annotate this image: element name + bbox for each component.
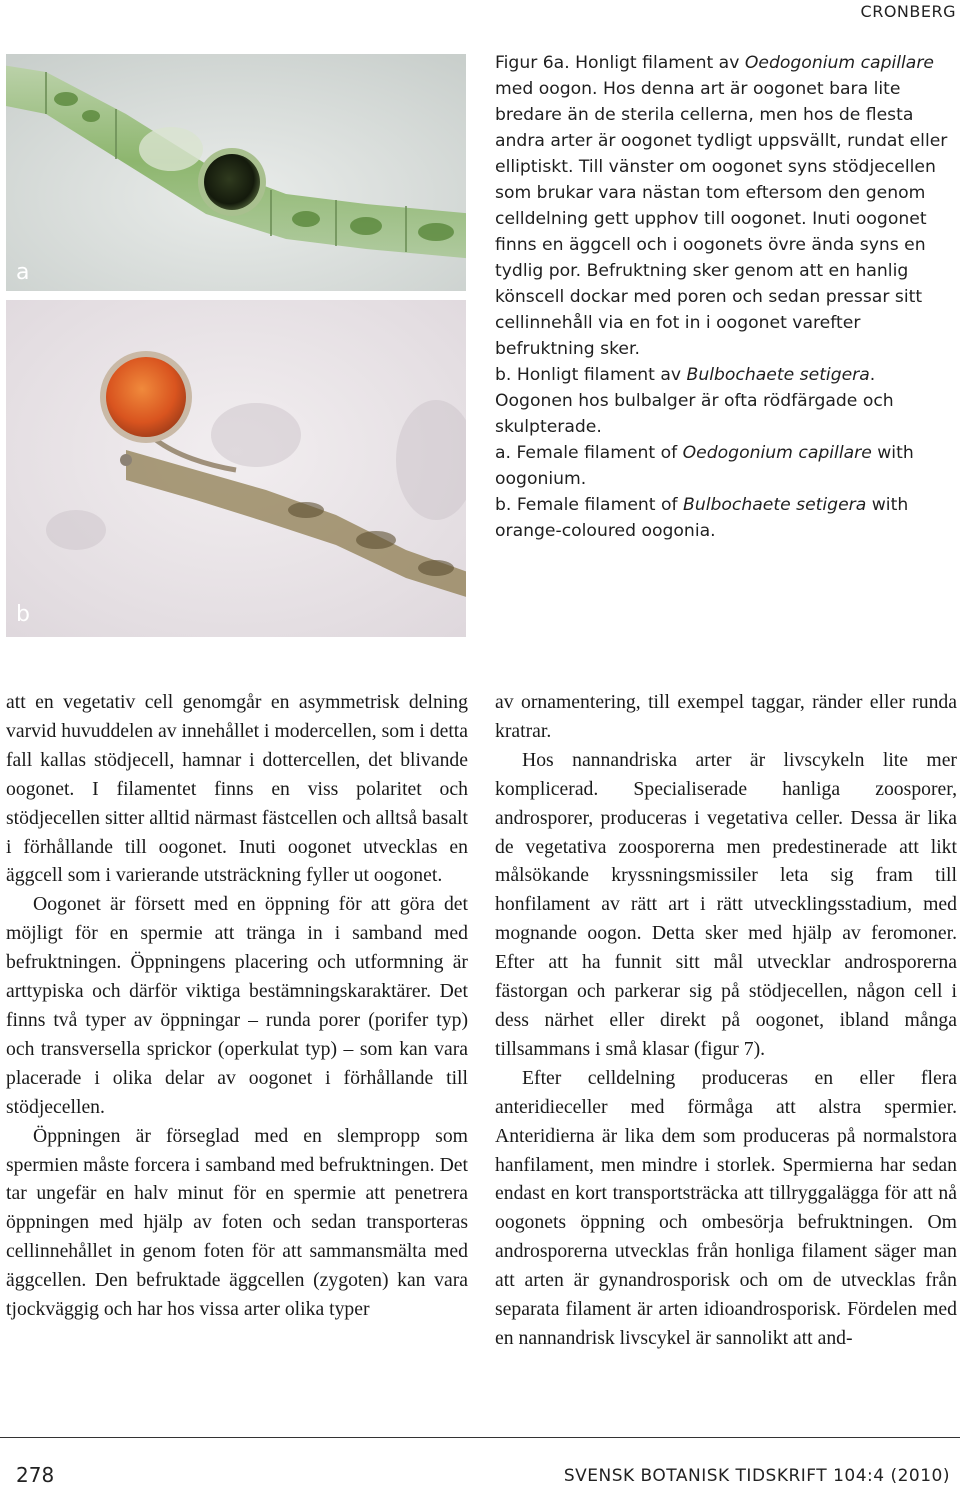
page-number: 278 (16, 1463, 55, 1487)
body-paragraph: att en vegetativ cell genomgår en asymmetrisk delning varvid huvuddelen av innehållet i modercellen, som i detta fall kallas stödjecell, hamnar i dottercellen, det blivande oogonet. I filamentet finns en viss polaritet och stödjecellen sitter alltid närmast fästcellen och alltså basalt i förhållande till oogonet. Inuti oogonet utvecklas en äggcell som i varierande utsträckning fyller ut oogonet. (6, 691, 468, 887)
caption-swedish-a: Figur 6a. Honligt filament av Oedogonium capillare med oogon. Hos denna art är oogonet bara lite bredare än de sterila cellerna, men hos de flesta andra arter är oogonet tydligt uppsvällt, rundat eller elliptiskt. Till vänster om oogonet syns stödjecellen som brukar vara nästan tom eftersom den genom celldelning gett upphov till oogonet. Inuti oogonet finns en äggcell och i oogonets övre ända syns en tydlig por. Befruktning sker genom att en hanlig könscell dockar med poren och sedan pressar sitt cellinnehåll via en fot in i oogonet varefter befruktning sker. (495, 53, 948, 359)
caption-swedish-b: b. Honligt filament av Bulbochaete setigera. Oogonen hos bulbalger är ofta rödfärgade och skulpterade. (495, 365, 894, 437)
figure-6b-photo (6, 300, 466, 637)
body-paragraph: Oogonet är försett med en öppning för att göra det möjligt för en spermie att tränga in i samband med befruktningen. Öppningens placering och utformning är arttypiska och därför viktiga bestämningskaraktärer. Det finns två typer av öppningar – runda porer (porifer typ) och transversella sprickor (operkulat typ) – som kan vara placerade i olika delar av oogonet i förhållande till stödjecellen. (6, 893, 468, 1118)
footer-rule (0, 1437, 960, 1438)
body-paragraph: Öppningen är förseglad med en slempropp som spermien måste forcera i samband med befruktningen. Det tar ungefär en halv minut för en spermie att penetrera öppningen med hjälp av foten och sedan transporteras cellinnehållet in genom foten för att sammansmälta med äggcellen. Den befruktade äggcellen (zygoten) kan vara tjockväggig och har hos vissa arter olika typer (6, 1124, 468, 1321)
figure-6a-micrograph (6, 54, 466, 291)
body-paragraph: Hos nannandriska arter är livscykeln lite mer komplicerad. Specialiserade hanliga zoosporer, androsporer, produceras i vegetativa celler. Dessa är lika de vegetativa zoosporerna men predestinerade att likt målsökande kryssningsmissiler leta sig fram till honfilament av rätt art i rätt utvecklingsstadium, med mognande oogon. Detta sker med hjälp av feromoner. Efter att ha funnit sitt mål utvecklar androsporerna fästorgan och parkerar sig på stödjecellen, någon cell i dess närhet eller direkt på oogonet, ibland många tillsammans i små klasar (figur 7). (495, 748, 957, 1060)
body-column-right (495, 688, 957, 1353)
running-head-author: CRONBERG (860, 2, 956, 21)
species-name: Oedogonium capillare (682, 443, 872, 463)
figure-6a-letter: a (16, 260, 30, 285)
figure-6a-photo (6, 54, 466, 291)
body-paragraph: av ornamentering, till exempel taggar, ränder eller runda kratrar. (495, 691, 957, 742)
figure-6b-micrograph (6, 300, 466, 637)
species-name: Bulbochaete setigera (686, 365, 870, 385)
body-column-left (6, 688, 468, 1324)
journal-citation: SVENSK BOTANISK TIDSKRIFT 104:4 (2010) (563, 1466, 950, 1486)
body-paragraph: Efter celldelning produceras en eller flera anteridieceller med förmåga att alstra spermier. Anteridierna är lika dem som produceras på normalstora hanfilament, men mindre i storlek. Spermierna har sedan endast en kort transportsträcka att tillryggalägga för att nå oogonets öppning och ombesörja befruktningen. Om androsporerna utvecklas från honliga filament säger man att arten är gynandrosporisk och om de utvecklas från separata filament är arten idioandrosporisk. Fördelen med en nannandrisk livscykel är sannolikt att and- (495, 1066, 957, 1349)
species-name: Oedogonium capillare (744, 53, 934, 73)
caption-english-b: b. Female filament of Bulbochaete setigera with orange-coloured oogonia. (495, 495, 909, 541)
caption-english-a: a. Female filament of Oedogonium capillare with oogonium. (495, 443, 914, 489)
figure-6b-letter: b (16, 602, 30, 627)
species-name: Bulbochaete setigera (683, 495, 867, 515)
figure-caption (495, 50, 957, 544)
